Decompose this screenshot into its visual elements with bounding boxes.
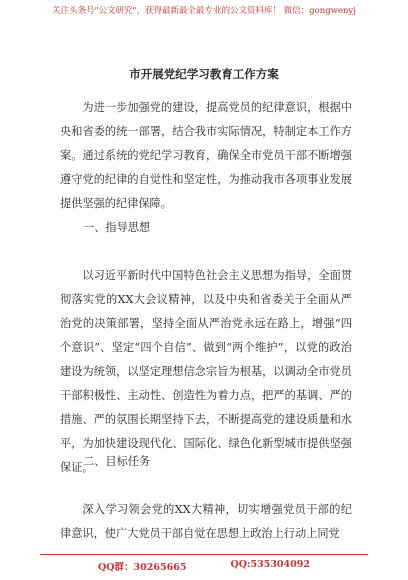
guiding-ideology-paragraph: 以习近平新时代中国特色社会主义思想为指导，全面贯彻落实党的XX大会议精神，以及中央和省委关于全面从严治党的决策部署，坚持全面从严治党永远在路上，增强“四个意识”、坚定“四个自信”、做到“两个维护”，以党的政治建设为统领，以坚定理想信念宗旨为根基，以调动全市党员干部积极性、主动性、创造性为着力点，把严的基调、严的措施、严的氛围长期坚持下去，不断提高党的建设质量和水平，为加快建设现代化、国际化、绿色化新型城市提供坚强保证。 [60, 269, 352, 474]
header-promo: 关注头条号"公文研究"，获得最新最全最专业的公文资料库！ 微信：gongwenyj [52, 6, 356, 16]
goals-tasks-paragraph: 深入学习领会党的XX大精神，切实增强党员干部的纪律意识，使广大党员干部自觉在思想上政治上行动上同党 [60, 503, 352, 540]
document-title: 市开展党纪学习教育工作方案 [129, 67, 279, 81]
footer-contact [0, 559, 408, 573]
qq-group-number: QQ群：30265665 [98, 562, 187, 573]
qq-number: QQ:535304092 [230, 559, 310, 570]
intro-paragraph: 为进一步加强党的建设，提高党员的纪律意识，根据中央和省委的统一部署，结合我市实际情况，特制定本工作方案。通过系统的党纪学习教育，确保全市党员干部不断增强遵守党的纪律的自觉性和坚定性，为推动我市各项事业发展提供坚强的纪律保障。 [60, 101, 352, 210]
section-heading-goals-tasks: 二、目标任务 [83, 455, 151, 468]
footer-divider [40, 554, 368, 555]
section-heading-guiding-ideology: 一、指导思想 [83, 221, 151, 234]
